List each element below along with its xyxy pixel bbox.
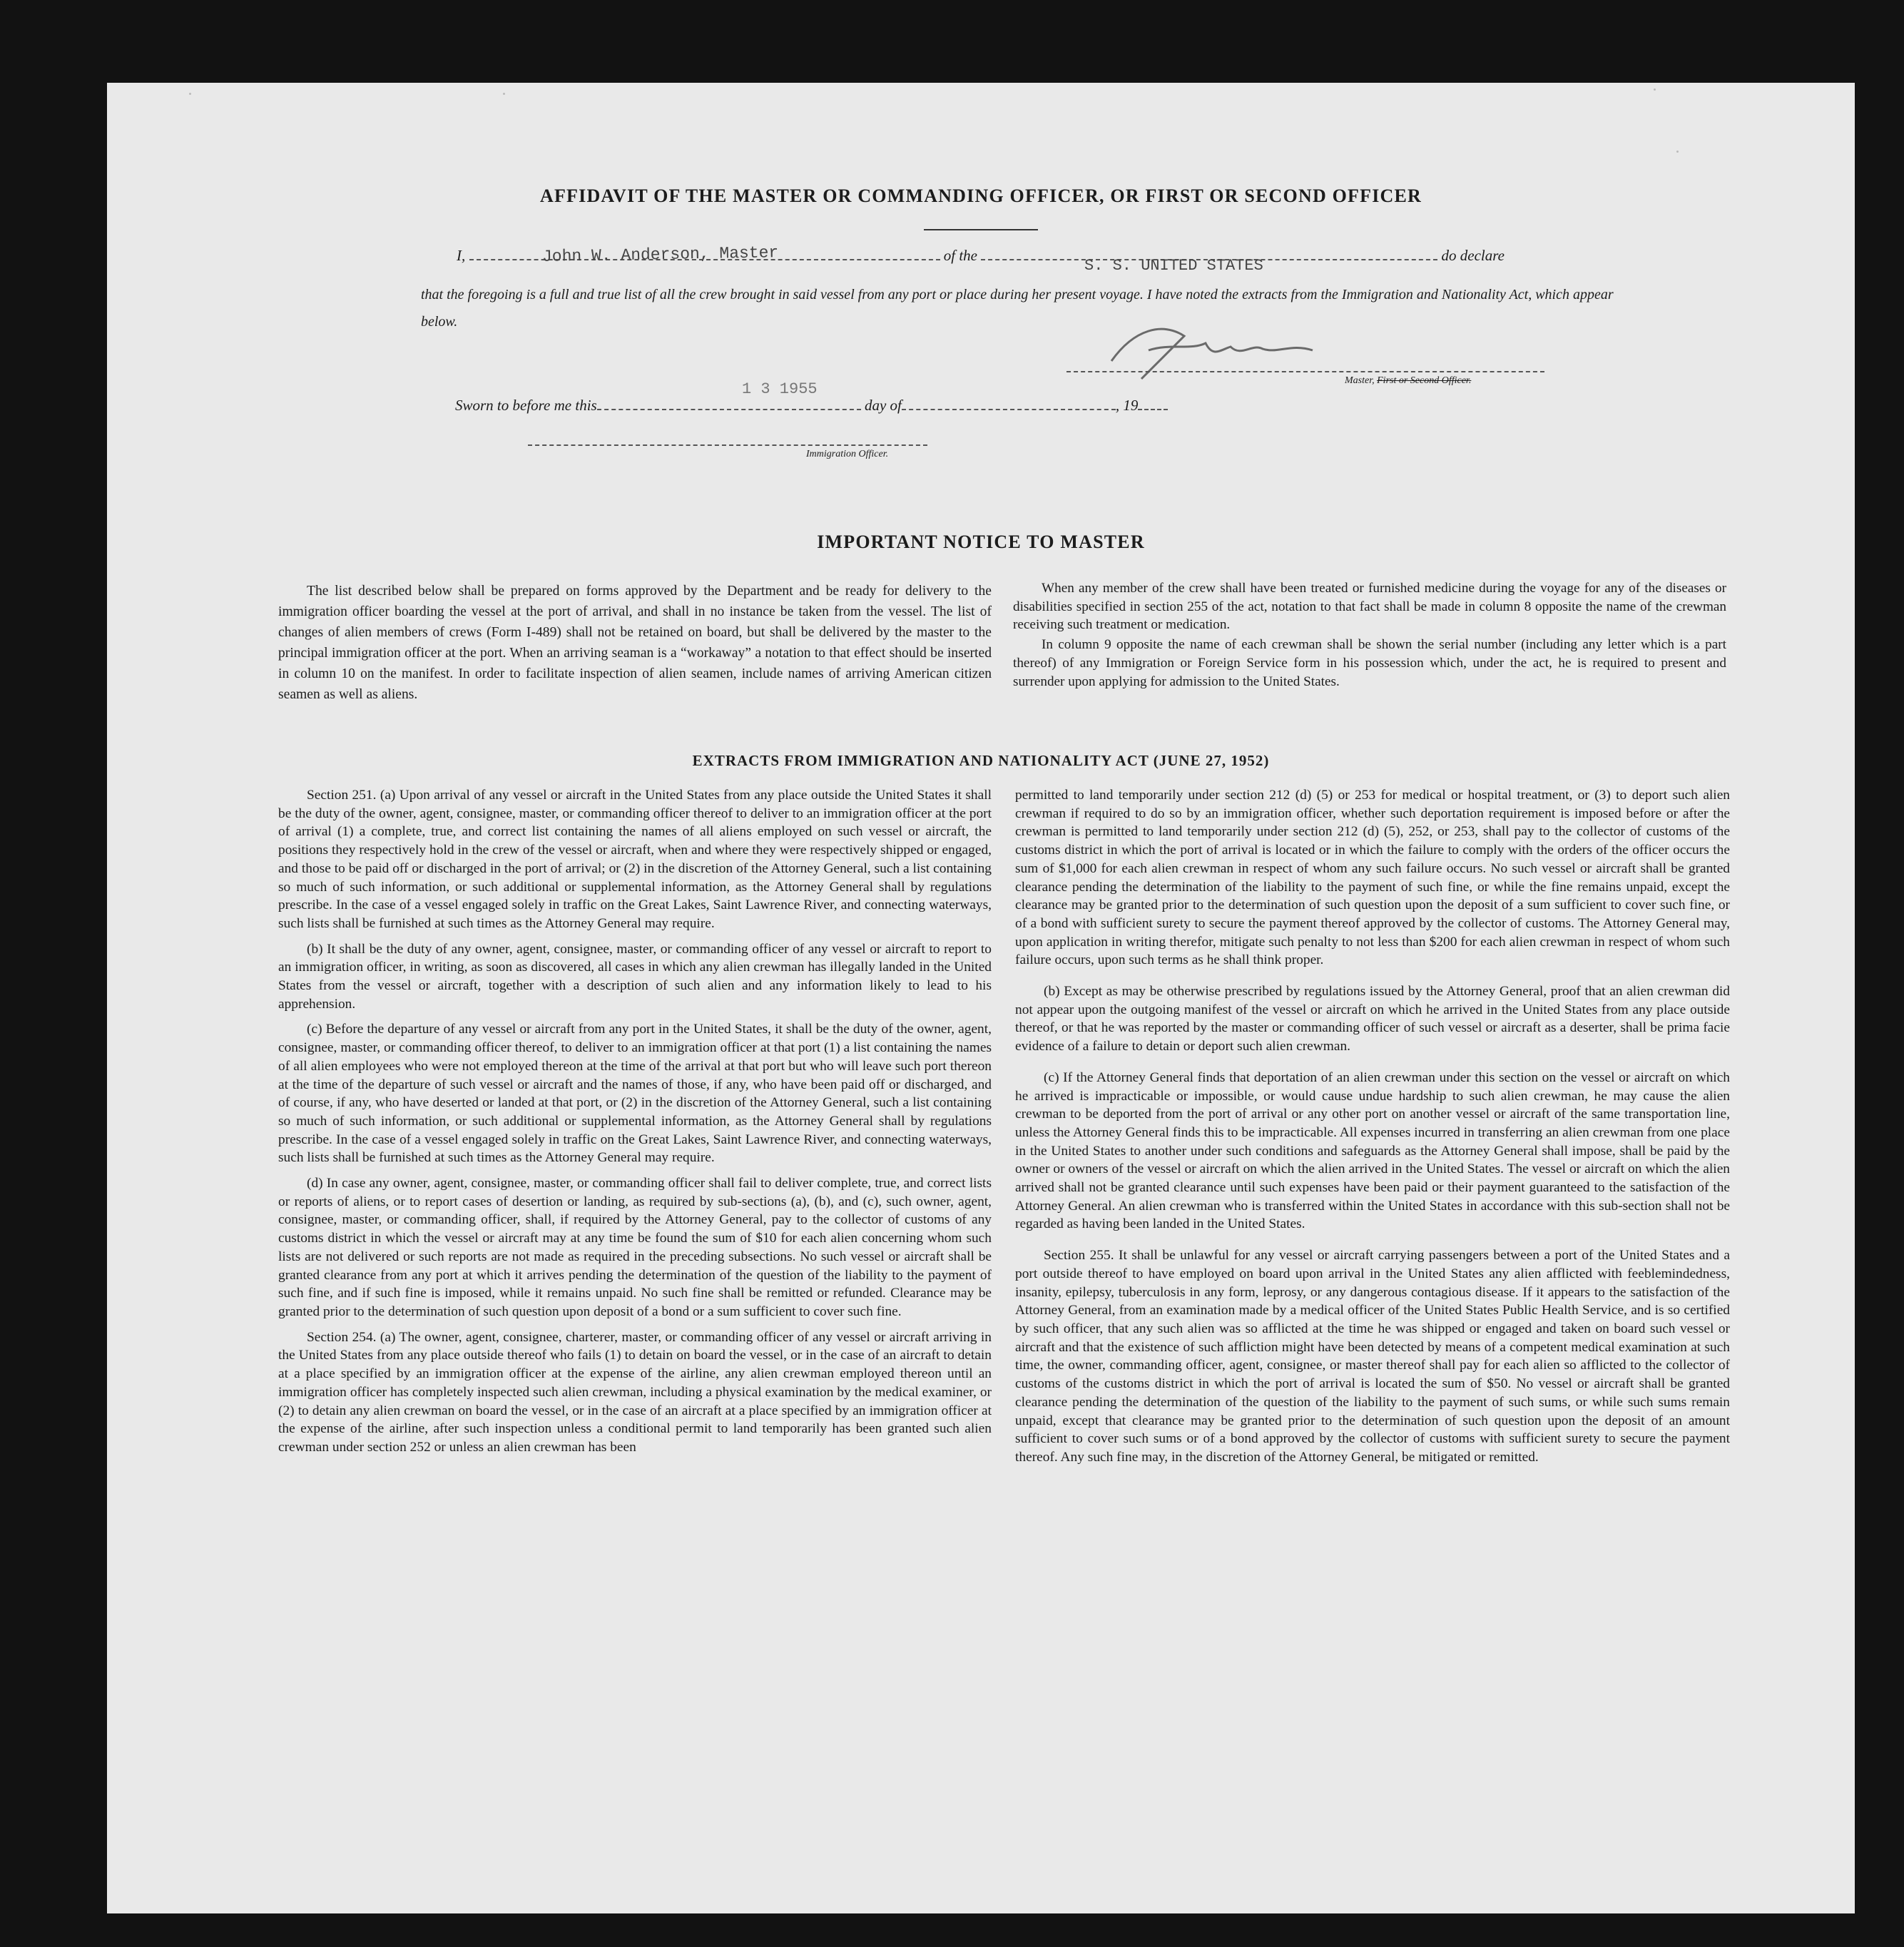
date-stamp: 1 3 1955 bbox=[742, 380, 818, 398]
signature-caption-struck: First or Second Officer. bbox=[1377, 375, 1472, 386]
extract-paragraph: permitted to land temporarily under section 212 (d) (5) or 253 for medical or hospital treatment, or (3) to deport such alien crewman if required to do so by an immigration officer, whether such deportation requirement is imposed before or after the crewman is permitted to land temporarily under section 212 (d) (5), 252, or 253, shall pay to the collector of customs of the customs district in which the port of arrival is located or in which the failure to comply with the orders of the officer occurs the sum of $1,000 for each alien crewman in respect of whom any such failure occurs. No such vessel or aircraft shall be granted clearance pending the determination of the liability to the payment of such fine, or while the fine remains unpaid, except the clearance may be granted prior to the determination of such question upon the deposit of a sum sufficient to cover such fine, or of a bond with sufficient surety to secure the payment thereof approved by the collector of customs. The Attorney General may, upon application in writing therefor, mitigate such penalty to not less than $200 for each alien crewman in respect of whom such failure occurs, upon such terms as he shall think proper. bbox=[1015, 788, 1730, 968]
master-signature bbox=[1106, 322, 1320, 386]
affidavit-title: AFFIDAVIT OF THE MASTER OR COMMANDING OFFICER, OR FIRST OR SECOND OFFICER bbox=[539, 185, 1422, 206]
extract-paragraph: Section 254. (a) The owner, agent, consignee, charterer, master, or commanding officer of any vessel or aircraft arriving in the United States from any place outside thereof who fails (1) to detain on board the vessel, or in the case of an aircraft to detain at a place specified by an immigration officer at the expense of the airline, any alien crewman employed thereon until an immigration officer has completely inspected such alien crewman, including a physical examination by the medical examiner, or (2) to detain any alien crewman on board the vessel, or in the case of an aircraft at a place specified by an immigration officer at the expense of the airline, after such inspection unless a conditional permit to land temporarily has been granted such alien crewman under section 252 or unless an alien crewman has been bbox=[278, 1329, 992, 1455]
i-label: I, bbox=[457, 247, 466, 264]
extracts-title: EXTRACTS FROM IMMIGRATION AND NATIONALITY ACT (JUNE 27, 1952) bbox=[692, 752, 1270, 769]
notice-paragraph: When any member of the crew shall have been treated or furnished medicine during the voyage for any of the diseases or disabilities specified in section 255 of the act, notation to that fact shall be made in column 8 opposite the name of the crewman receiving such treatment or medication. bbox=[1013, 581, 1726, 633]
extract-paragraph: (c) Before the departure of any vessel or aircraft from any port in the United States, it shall be the duty of the owner, agent, consignee, master, or commanding officer thereof, to deliver to an immigration officer at that port (1) a list containing the names of all alien employees who were not employed thereon at the time of the arrival at that port but who will leave such port thereon at the time of the departure of such vessel or aircraft and the names of those, if any, who have been paid off or discharged, and of course, if any, who have deserted or landed at that port, or (2) in the discretion of the Attorney General, such a list containing so much of such information, or such additional or supplemental information, as the Attorney General shall by regulations prescribe. In the case of a vessel engaged solely in traffic on the Great Lakes, Saint Lawrence River, and connecting waterways, such lists shall be furnished at such times as the Attorney General may require. bbox=[278, 1022, 992, 1166]
notice-right-column bbox=[1013, 579, 1726, 692]
sworn-line bbox=[455, 397, 1168, 415]
month-blank bbox=[902, 406, 1116, 410]
do-declare-label: do declare bbox=[1441, 247, 1505, 264]
signature-caption-master: Master, bbox=[1345, 375, 1375, 386]
notice-title: IMPORTANT NOTICE TO MASTER bbox=[817, 532, 1145, 552]
extract-paragraph: Section 251. (a) Upon arrival of any vessel or aircraft in the United States from any place outside the United States it shall be the duty of the owner, agent, consignee, master, or commanding officer thereof to deliver to an immigration officer at the port of arrival (1) a complete, true, and correct list containing the names of all aliens employed on such vessel or aircraft, the positions they respectively hold in the crew of the vessel or aircraft, when and where they were respectively shipped or engaged, and those to be paid off or discharged in the port of arrival; or (2) in the discretion of the Attorney General, such a list containing so much of such information, or such additional or supplemental information, as the Attorney General shall by regulations prescribe. In the case of a vessel engaged solely in traffic on the Great Lakes, Saint Lawrence River, and connecting waterways, such lists shall be furnished at such times as the Attorney General may require. bbox=[278, 788, 992, 931]
sworn-label: Sworn to before me this bbox=[455, 397, 597, 414]
extract-paragraph: Section 255. It shall be unlawful for any vessel or aircraft carrying passengers between a port of the United States and a port outside thereof to have employed on board upon arrival in the United States any alien afflicted with feeblemindedness, insanity, epilepsy, tuberculosis in any form, leprosy, or any dangerous contagious disease. If it appears to the satisfaction of the Attorney General, from an examination made by a medical officer of the United States Public Health Service, and is so certified by such officer, that any such alien was so afflicted at the time he was shipped or engaged and taken on board such vessel or aircraft and that the existence of such affliction might have been detected by means of a competent medical examination at such time, the owner, commanding officer, agent, consignee, or master thereof shall pay for each alien so afflicted to the collector of customs of the customs district in which the port of arrival is located the sum of $50. No vessel or aircraft shall be granted clearance pending the determination of the question of the liability to the payment of such sums, or while such sums remain unpaid, except that clearance may be granted prior to the determination of such question upon the deposit of an amount sufficient to cover such sums or of a bond approved by the collector of customs with sufficient surety to secure the payment thereof. Any such fine may, in the discretion of the Attorney General, be mitigated or remitted. bbox=[1015, 1248, 1730, 1465]
title-divider bbox=[924, 229, 1038, 230]
extract-paragraph: (b) Except as may be otherwise prescribed by regulations issued by the Attorney General, proof that an alien crewman did not appear upon the outgoing manifest of the vessel or aircraft on which he arrived in the United States from any place outside thereof, or that he was reported by the master or commanding officer of such vessel or aircraft as a deserter, shall be prima facie evidence of a failure to detain or deport such alien crewman. bbox=[1015, 984, 1730, 1054]
master-name-typed: John W. Anderson, Master bbox=[541, 243, 779, 266]
notice-left-column bbox=[278, 581, 992, 706]
declaration-text: that the foregoing is a full and true list of all the crew brought in said vessel from any port or place during her present voyage. I have noted the extracts from the Immigration and Nationality Act, which appear below. bbox=[421, 287, 1614, 330]
notice-paragraph: The list described below shall be prepared on forms approved by the Department and be ready for delivery to the immigration officer boarding the vessel at the port of arrival, and shall in no instance be taken from the vessel. The list of changes of alien members of crews (Form I-489) shall not be retained on board, but shall be delivered by the master to the principal immigration officer at the port. When an arriving seaman is a “workaway” a notation to that effect should be inserted in column 10 on the manifest. In order to facilitate inspection of alien seamen, include names of arriving American citizen seamen as well as aliens. bbox=[278, 584, 992, 702]
extracts-right-column bbox=[1015, 786, 1730, 1474]
of-the-label: of the bbox=[943, 247, 977, 264]
document-page bbox=[107, 83, 1855, 1913]
extract-paragraph: (c) If the Attorney General finds that deportation of an alien crewman under this section on the vessel or aircraft on which he arrived is impracticable or impossible, or would cause undue hardship to such alien crewman, he may cause the alien crewman to be deported from the port of arrival or any other port on another vessel or aircraft of the same transportation line, unless the Attorney General finds this to be impracticable. All expenses incurred in transferring an alien crewman from one place in the United States to another under such conditions and safeguards as the Attorney General shall impose, shall be paid by the owner or owners of the vessel or aircraft on which the alien arrived in the United States. The vessel or aircraft on which the alien arrived shall not be granted clearance until such expenses have been paid or their payment guaranteed to the satisfaction of the Attorney General. An alien crewman who is transferred within the United States in accordance with this sub-section shall not be regarded as having been landed in the United States. bbox=[1015, 1069, 1730, 1232]
extract-paragraph: (b) It shall be the duty of any owner, agent, consignee, master, or commanding officer of any vessel or aircraft to report to an immigration officer, in writing, as soon as discovered, all cases in which any alien crewman has illegally landed in the United States from the vessel or aircraft, together with a description of such alien and any information likely to lead to his apprehension. bbox=[278, 941, 992, 1012]
extracts-left-column bbox=[278, 786, 992, 1464]
year-prefix: , 19 bbox=[1115, 397, 1139, 414]
notice-paragraph: In column 9 opposite the name of each crewman shall be shown the serial number (including any letter which is a part thereof) of any Immigration or Foreign Service form in his possession which, under the act, he is required to present and surrender upon applying for admission to the United States. bbox=[1013, 637, 1726, 689]
signature-caption bbox=[1345, 375, 1471, 387]
extract-paragraph: (d) In case any owner, agent, consignee, master, or commanding officer shall fail to deliver complete, true, and correct lists or reports of aliens, or to report cases of desertion or landing, as required by sub-sections (a), (b), and (c), such owner, agent, consignee, master, or commanding officer, shall, if required by the Attorney General, pay to the collector of customs of any customs district in which the vessel or aircraft may at any time be found the sum of $10 for each alien concerning whom such lists are not delivered or such reports are not made as required in the preceding subsections. No such vessel or aircraft shall be granted clearance from any port at which it arrives pending the determination of the question of the liability to the payment of such fine, and if such fine is imposed, while it remains unpaid. No such fine shall be remitted or refunded. Clearance may be granted prior to the determination of such question upon deposit of a bond or a sum sufficient to cover such fine. bbox=[278, 1176, 992, 1319]
officer-signature-line bbox=[528, 444, 927, 446]
day-of-label: day of bbox=[864, 397, 902, 414]
vessel-name-typed: S. S. UNITED STATES bbox=[1084, 257, 1263, 275]
year-blank bbox=[1138, 406, 1168, 410]
sworn-day-blank bbox=[597, 406, 861, 410]
signature-line bbox=[1066, 371, 1544, 372]
officer-caption: Immigration Officer. bbox=[806, 449, 889, 459]
